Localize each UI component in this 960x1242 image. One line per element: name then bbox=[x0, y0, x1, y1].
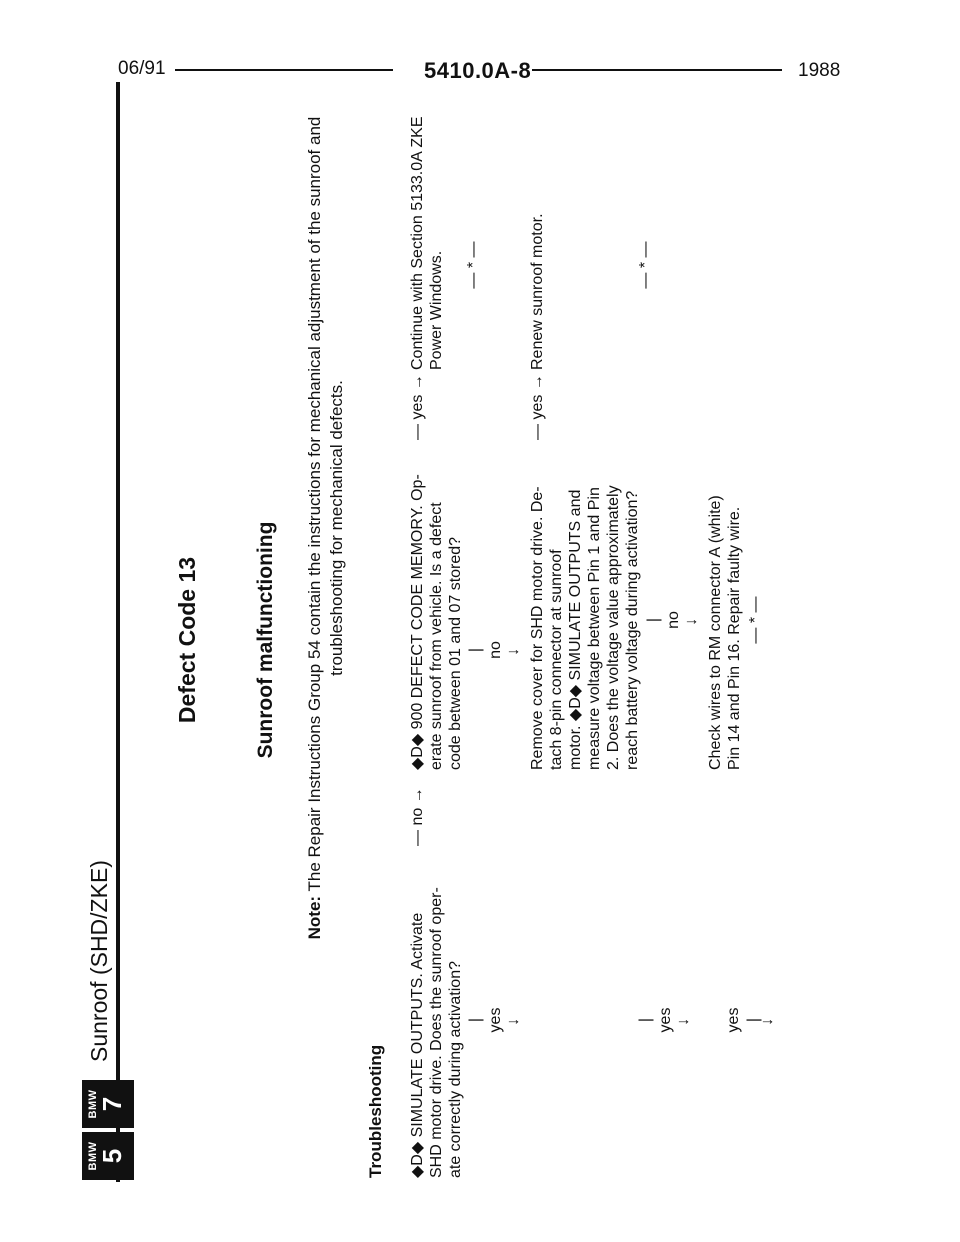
step-2-down-arrow: → bbox=[505, 641, 522, 659]
step-3-no-label: no bbox=[665, 611, 682, 629]
step-1-down-arrow: → bbox=[505, 1011, 522, 1029]
step-2-end-marker: — * — bbox=[465, 241, 482, 289]
header-year: 1988 bbox=[798, 60, 841, 81]
step-2-flow-line: | bbox=[467, 647, 484, 653]
note-line-1: The Repair Instructions Group 54 contain the instructions for mechanical adjustment of the sunroof and bbox=[305, 116, 324, 892]
step-1-yes-label: yes bbox=[487, 1007, 504, 1033]
step-1-no-arrow: — no → bbox=[409, 787, 426, 846]
step-3-result: Renew sunroof motor. bbox=[529, 213, 546, 370]
title-rule bbox=[116, 102, 120, 1062]
troubleshooting-heading: Troubleshooting bbox=[366, 1044, 385, 1178]
bmw-7-badge: BMW 7 bbox=[82, 1080, 134, 1128]
rotated-page-body bbox=[82, 100, 782, 1180]
note-paragraph bbox=[304, 98, 348, 958]
bmw-model-logo bbox=[82, 1080, 134, 1180]
header-rule-left bbox=[175, 69, 393, 71]
yes-branch-2-arrow: → bbox=[675, 1011, 692, 1029]
yes-branch-3-label: yes bbox=[725, 1007, 742, 1033]
step-2-yes-arrow: — yes → bbox=[409, 374, 426, 440]
header-date: 06/91 bbox=[118, 58, 166, 79]
step-3-end-marker: — * — bbox=[637, 241, 654, 289]
header-rule-right bbox=[532, 69, 782, 71]
step-2-no-label: no bbox=[487, 641, 504, 659]
yes-branch-2-label: yes bbox=[657, 1007, 674, 1033]
yes-branch-3-arrow: → bbox=[759, 1011, 776, 1029]
malfunction-subtitle: Sunroof malfunctioning bbox=[254, 521, 277, 759]
step-2-question: ◆D◆ 900 DEFECT CODE MEMORY. Op- erate sunroof from vehicle. Is a defect code between 01 and 07 stored? bbox=[409, 474, 464, 770]
step-3-flow-line: | bbox=[645, 617, 662, 623]
document-code: 5410.0A-8 bbox=[424, 58, 532, 83]
step-3-yes-arrow: — yes → bbox=[529, 374, 546, 440]
bmw-5-badge: BMW 5 bbox=[82, 1132, 134, 1180]
note-line-2: troubleshooting for mechanical defects. bbox=[327, 380, 346, 676]
step-1-flow-line: | bbox=[467, 1017, 484, 1023]
step-3-question: Remove cover for SHD motor drive. De- tach 8-pin connector at sunroof motor. ◆D◆ SIMULATE OUTPUTS and measure voltage between Pin 1 and Pin 2. Does the voltage value approximately reach battery voltage during activation? bbox=[529, 485, 641, 770]
section-title: Sunroof (SHD/ZKE) bbox=[86, 860, 112, 1062]
step-2-result: Continue with Section 5133.0A ZKE Power Windows. bbox=[409, 116, 445, 370]
yes-branch-3-line: | bbox=[745, 1017, 762, 1023]
step-4-end-marker: — * — bbox=[747, 596, 764, 644]
note-label: Note: bbox=[305, 895, 324, 940]
step-1-question: ◆D◆ SIMULATE OUTPUTS. Activate SHD motor drive. Does the sunroof oper- ate correctly during activation? bbox=[409, 887, 464, 1178]
defect-code-title: Defect Code 13 bbox=[174, 556, 200, 724]
page-header bbox=[0, 52, 960, 92]
step-4-action: Check wires to RM connector A (white) Pin 14 and Pin 16. Repair faulty wire. bbox=[707, 495, 743, 770]
step-3-down-arrow: → bbox=[683, 611, 700, 629]
yes-branch-2-line: | bbox=[637, 1017, 654, 1023]
